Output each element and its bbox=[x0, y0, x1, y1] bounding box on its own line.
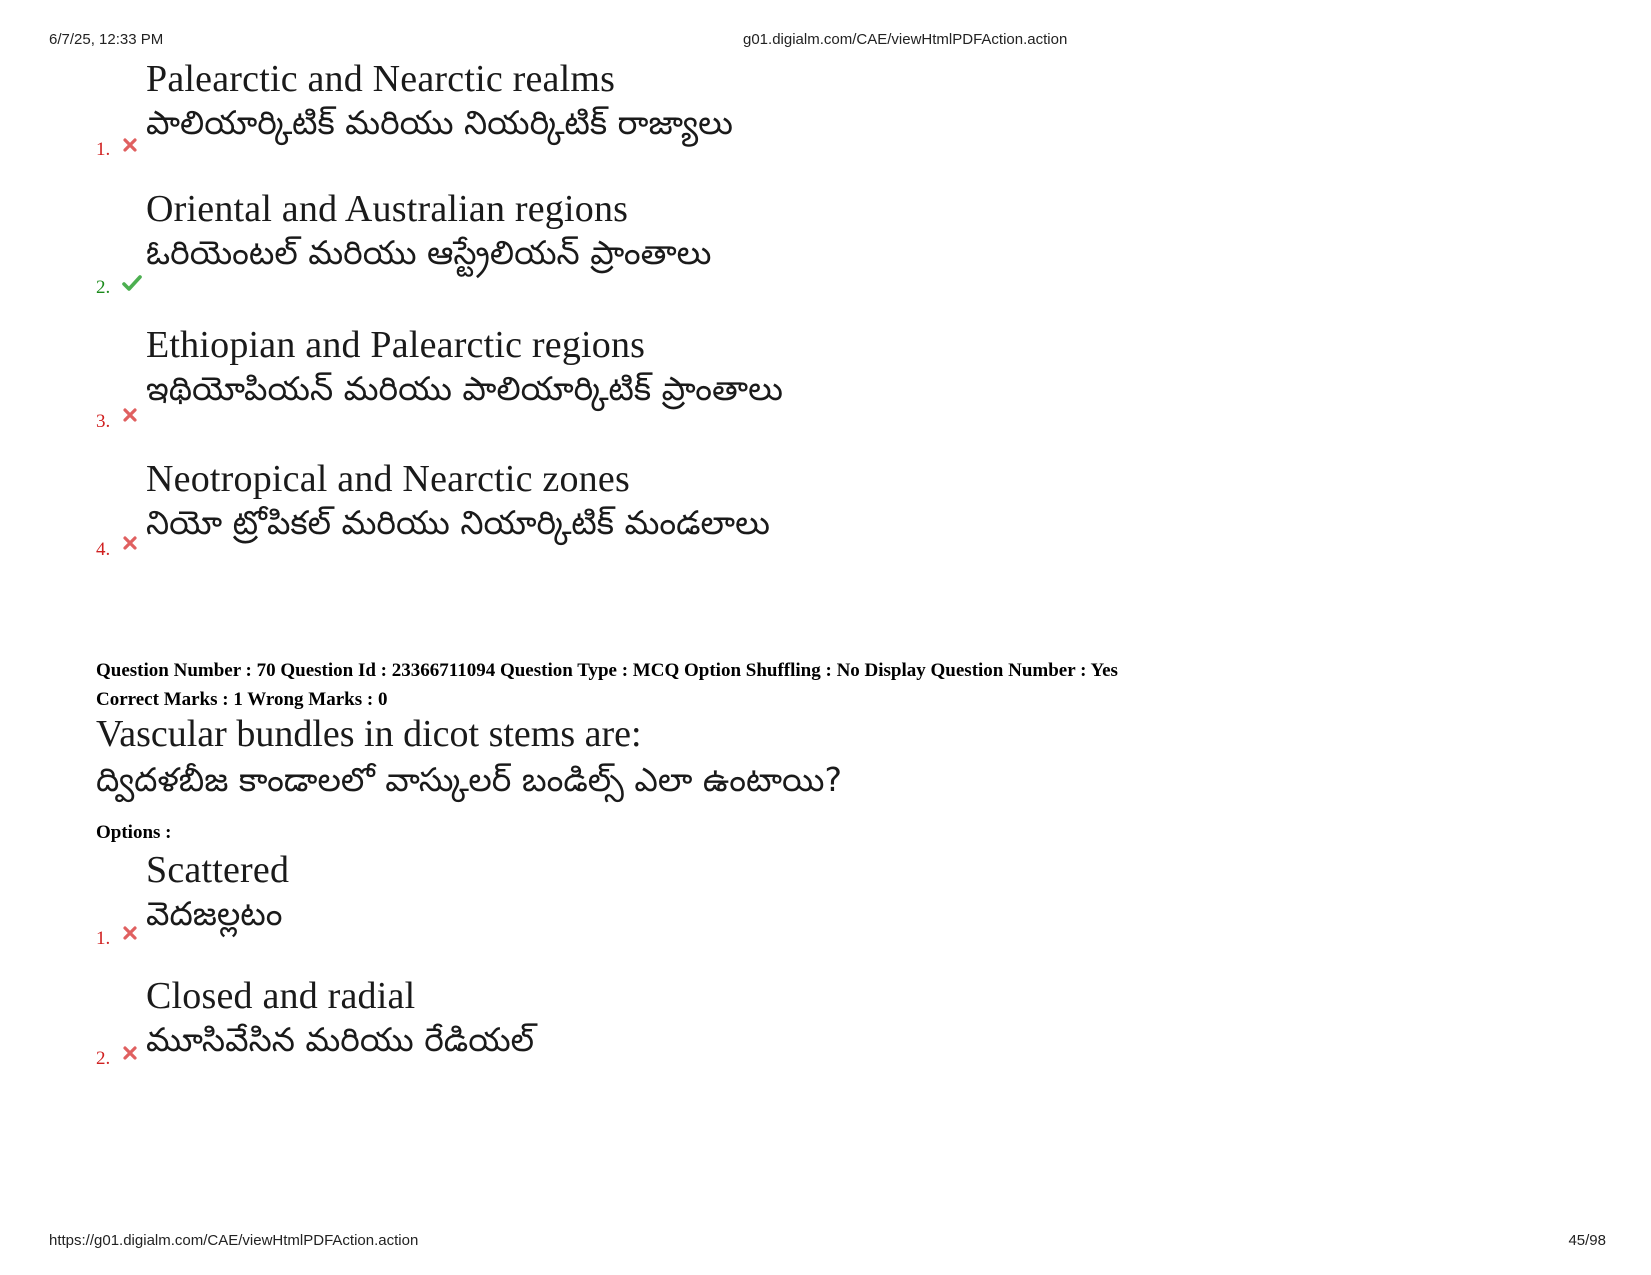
question-text-te: ద్విదళబీజ కాండాలలో వాస్కులర్ బండిల్స్ ఎలా ఉంటాయి? bbox=[96, 760, 842, 799]
option-text-te: మూసివేసిన మరియు రేడియల్ bbox=[146, 1020, 535, 1059]
option-text-en: Oriental and Australian regions bbox=[146, 188, 629, 230]
cross-icon bbox=[122, 1045, 138, 1061]
question-text-en: Vascular bundles in dicot stems are: bbox=[96, 713, 642, 755]
print-datetime: 6/7/25, 12:33 PM bbox=[49, 31, 164, 48]
option-text-en: Scattered bbox=[146, 849, 290, 891]
check-icon bbox=[122, 274, 142, 292]
option-number: 1. bbox=[96, 928, 111, 949]
option-text-en: Closed and radial bbox=[146, 975, 416, 1017]
footer-url: https://g01.digialm.com/CAE/viewHtmlPDFAction.action bbox=[49, 1232, 419, 1249]
print-url: g01.digialm.com/CAE/viewHtmlPDFAction.action bbox=[743, 31, 1068, 48]
option-text-en: Neotropical and Nearctic zones bbox=[146, 458, 630, 500]
cross-icon bbox=[122, 535, 138, 551]
options-label: Options : bbox=[96, 822, 172, 843]
option-text-te: పాలియార్కిటిక్ మరియు నియర్కిటిక్ రాజ్యాలు bbox=[146, 103, 733, 142]
option-number: 3. bbox=[96, 411, 111, 432]
option-text-te: ఓరియెంటల్ మరియు ఆస్ట్రేలియన్ ప్రాంతాలు bbox=[146, 233, 712, 272]
cross-icon bbox=[122, 137, 138, 153]
option-number: 2. bbox=[96, 1048, 111, 1069]
cross-icon bbox=[122, 925, 138, 941]
option-number: 4. bbox=[96, 539, 111, 560]
option-text-te: ఇథియోపియన్ మరియు పాలియార్కిటిక్ ప్రాంతాలు bbox=[146, 369, 783, 408]
cross-icon bbox=[122, 407, 138, 423]
option-text-te: నియో ట్రోపికల్ మరియు నియార్కిటిక్ మండలాలు bbox=[146, 503, 770, 542]
option-text-en: Palearctic and Nearctic realms bbox=[146, 58, 616, 100]
page-number: 45/98 bbox=[1568, 1232, 1606, 1249]
question-meta: Question Number : 70 Question Id : 23366711094 Question Type : MCQ Option Shuffling : No Display Question Number : Yes bbox=[96, 660, 1118, 681]
option-text-te: వెదజల్లటం bbox=[146, 894, 283, 933]
option-number: 2. bbox=[96, 277, 111, 298]
marks-meta: Correct Marks : 1 Wrong Marks : 0 bbox=[96, 689, 388, 710]
option-text-en: Ethiopian and Palearctic regions bbox=[146, 324, 646, 366]
option-number: 1. bbox=[96, 139, 111, 160]
